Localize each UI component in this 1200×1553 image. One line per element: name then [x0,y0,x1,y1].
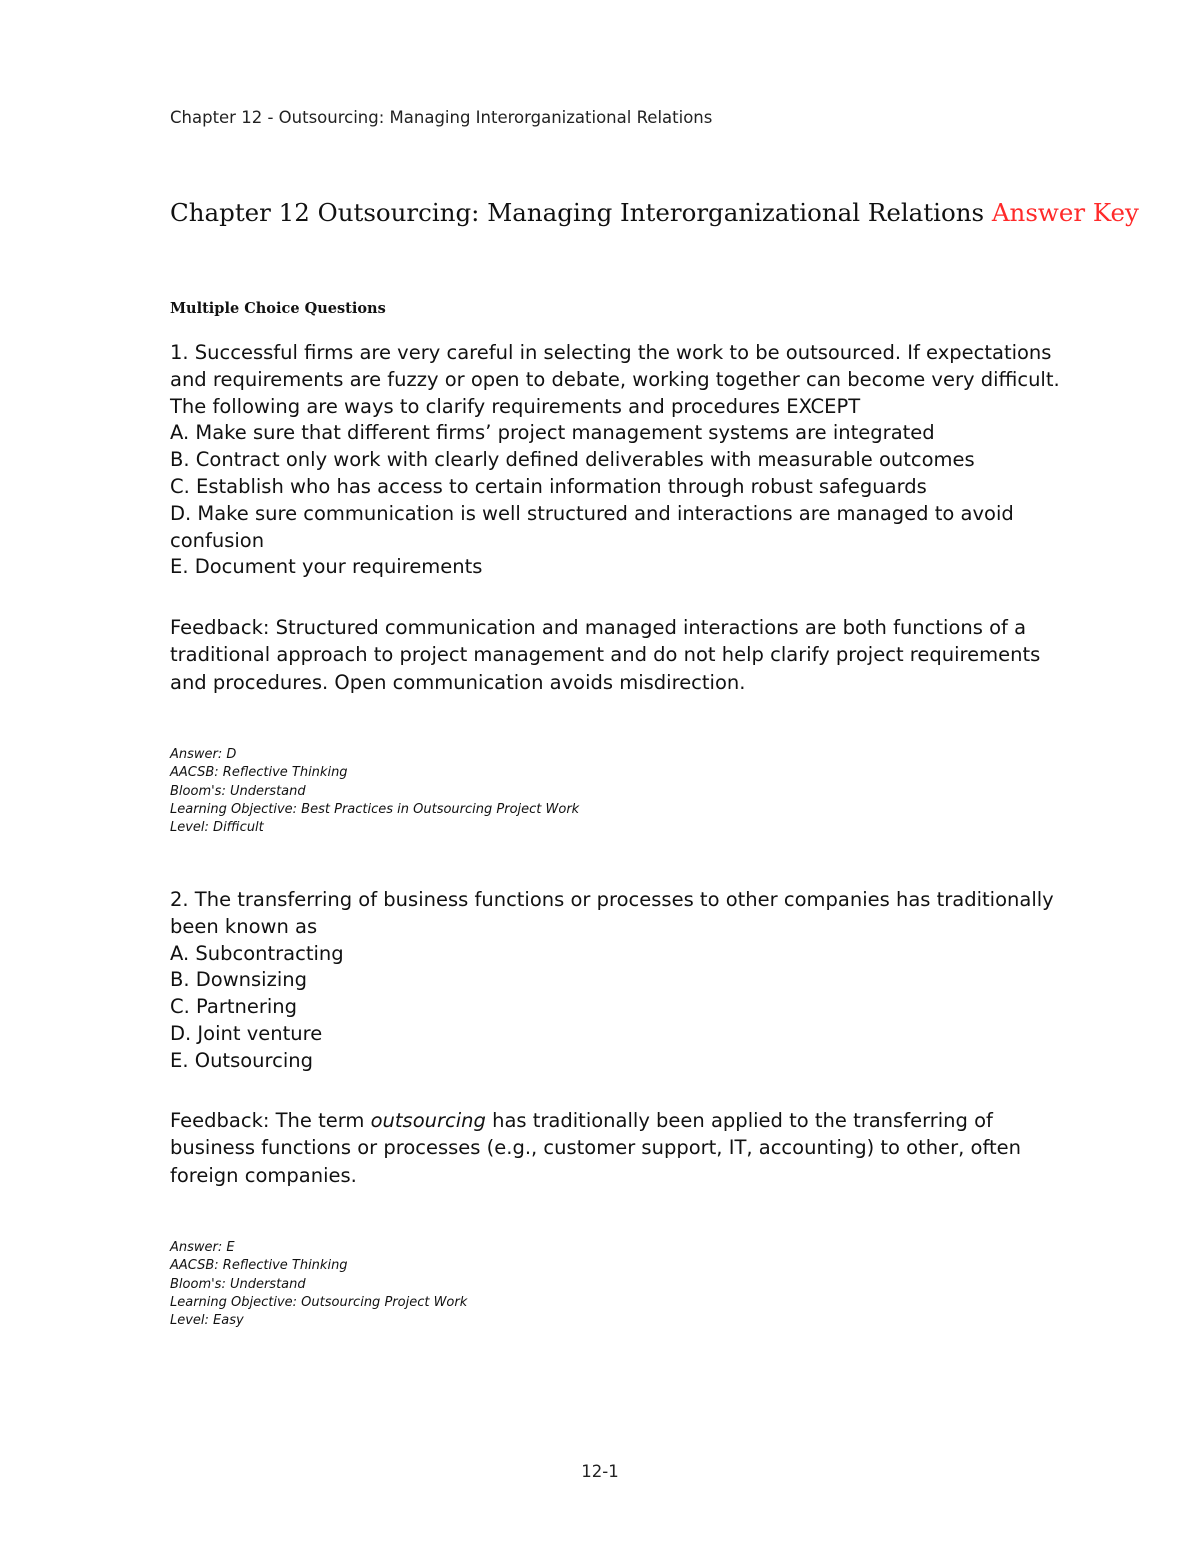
question-2-feedback [170,1107,1070,1189]
document-title [170,198,1139,227]
feedback-text: has traditionally been applied to the transferring of business functions or processes (e.g., customer support, IT, accounting) to other, often foreign companies. [170,1109,1021,1187]
learning-objective-line: Learning Objective: Outsourcing Project Work [170,1294,468,1310]
feedback-text: Structured communication and managed interactions are both functions of a traditional approach to project management and do not help clarify project requirements and procedures. Open communication avoids misdirection. [170,616,1041,694]
question-1-option-d: D. Make sure communication is well structured and interactions are managed to avoid [170,501,1014,525]
question-1-stem-line: and requirements are fuzzy or open to debate, working together can become very difficult. [170,367,1060,391]
question-1-stem-line: The following are ways to clarify requirements and procedures EXCEPT [170,394,861,418]
feedback-label: Feedback: [170,616,276,639]
answer-line: Answer: E [170,1240,235,1255]
level-line: Level: Difficult [170,820,264,836]
question-1-feedback [170,614,1070,696]
feedback-emphasis: outsourcing [370,1109,486,1132]
question-1 [170,340,1070,581]
section-heading: Multiple Choice Questions [170,300,386,317]
question-2-metadata [170,1239,467,1330]
aacsb-line: AACSB: Reflective Thinking [170,1258,348,1274]
question-2-option-d: D. Joint venture [170,1021,323,1045]
learning-objective-line: Learning Objective: Best Practices in Outsourcing Project Work [170,801,580,817]
blooms-line: Bloom's: Understand [170,1276,306,1292]
level-line: Level: Easy [170,1313,244,1329]
question-2-option-e: E. Outsourcing [170,1048,313,1072]
question-2-stem-line: been known as [170,914,318,938]
question-1-option-b: B. Contract only work with clearly defined deliverables with measurable outcomes [170,448,975,472]
question-1-stem-line: 1. Successful firms are very careful in selecting the work to be outsourced. If expectations [170,341,1052,364]
question-1-option-d-continued: confusion [170,528,265,552]
question-2-stem-line: 2. The transferring of business functions or processes to other companies has traditionally [170,888,1054,911]
question-1-option-c: C. Establish who has access to certain information through robust safeguards [170,474,927,498]
question-1-metadata [170,746,579,837]
aacsb-line: AACSB: Reflective Thinking [170,765,348,781]
blooms-line: Bloom's: Understand [170,783,306,799]
feedback-label: Feedback: [170,1109,276,1132]
question-1-option-a: A. Make sure that different firms’ project management systems are integrated [170,421,935,445]
feedback-text: The term [275,1109,371,1132]
document-title-main: Chapter 12 Outsourcing: Managing Interorganizational Relations [170,198,992,227]
question-2 [170,887,1070,1075]
question-2-option-a: A. Subcontracting [170,941,344,965]
question-1-option-e: E. Document your requirements [170,555,483,579]
answer-line: Answer: D [170,747,237,762]
question-2-option-b: B. Downsizing [170,968,307,992]
running-header: Chapter 12 - Outsourcing: Managing Interorganizational Relations [170,108,713,127]
question-2-option-c: C. Partnering [170,995,298,1019]
page-number: 12-1 [581,1462,619,1481]
answer-key-label: Answer Key [991,198,1139,227]
